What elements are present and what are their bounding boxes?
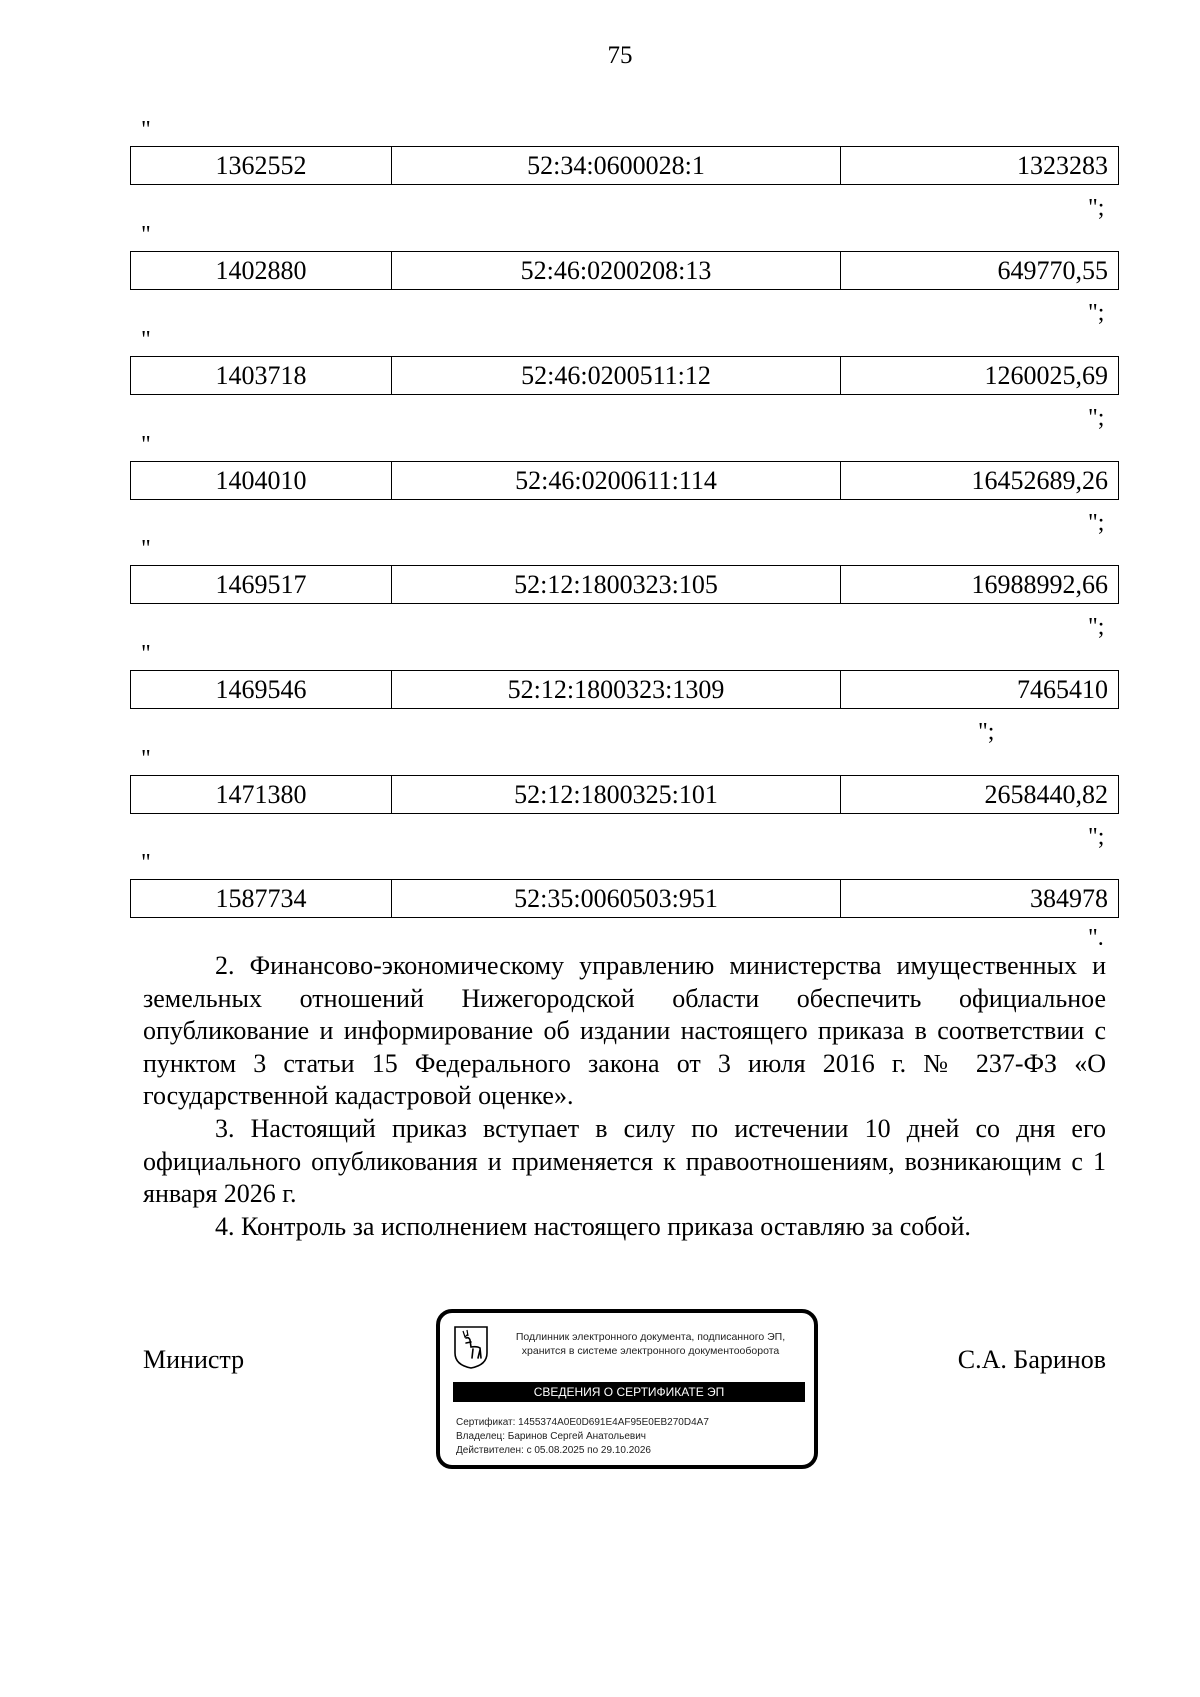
- stamp-header: СВЕДЕНИЯ О СЕРТИФИКАТЕ ЭП: [453, 1382, 805, 1402]
- cadastral-number-cell: 52:46:0200511:12: [392, 357, 841, 395]
- cadastral-number-cell: 52:12:1800325:101: [392, 776, 841, 814]
- object-id-cell: 1404010: [131, 462, 392, 500]
- cadastral-number-cell: 52:12:1800323:105: [392, 566, 841, 604]
- certificate-number: Сертификат: 1455374A0E0D691E4AF95E0EB270D4A7: [456, 1417, 709, 1428]
- object-id-cell: 1402880: [131, 252, 392, 290]
- opening-quote: ": [141, 641, 151, 667]
- cadastral-value-cell: 16452689,26: [841, 462, 1119, 500]
- stamp-note: [498, 1330, 803, 1358]
- paragraph-4: 4. Контроль за исполнением настоящего приказа оставляю за собой.: [215, 1212, 971, 1241]
- electronic-signature-stamp: [436, 1309, 818, 1469]
- cadastral-number-cell: 52:35:0060503:951: [392, 880, 841, 918]
- table-row: [130, 775, 1119, 814]
- cadastral-number-cell: 52:46:0200611:114: [392, 462, 841, 500]
- closing-quote: ";: [1088, 195, 1105, 221]
- cadastral-value-cell: 2658440,82: [841, 776, 1119, 814]
- opening-quote: ": [141, 222, 151, 248]
- closing-quote: ";: [978, 719, 995, 745]
- cadastral-number-cell: 52:12:1800323:1309: [392, 671, 841, 709]
- paragraph-3: 3. Настоящий приказ вступает в силу по истечении 10 дней со дня его официального опубликования и применяется к правоотношениям, возникающим с 1 января 2026 г.: [143, 1114, 1106, 1208]
- object-id-cell: 1362552: [131, 147, 392, 185]
- object-id-cell: 1403718: [131, 357, 392, 395]
- table-row: [130, 565, 1119, 604]
- opening-quote: ": [141, 536, 151, 562]
- paragraph-2: 2. Финансово-экономическому управлению министерства имущественных и земельных отношений Нижегородской области обеспечить официальное опубликование и информирование об издании настоящего приказа в соответствии с пунктом 3 статьи 15 Федерального закона от 3 июля 2016 г. № 237-ФЗ «О государственной кадастровой оценке».: [143, 951, 1106, 1110]
- table-row: [130, 356, 1119, 395]
- stamp-note-line: хранится в системе электронного документооборота: [521, 1345, 780, 1357]
- coat-of-arms-icon: [453, 1325, 489, 1369]
- table-row: [130, 879, 1119, 918]
- opening-quote: ": [141, 117, 151, 143]
- certificate-validity: Действителен: с 05.08.2025 по 29.10.2026: [456, 1445, 651, 1456]
- table-row: [130, 461, 1119, 500]
- opening-quote: ": [141, 746, 151, 772]
- opening-quote: ": [141, 327, 151, 353]
- opening-quote: ": [141, 850, 151, 876]
- table-row: [130, 251, 1119, 290]
- cadastral-value-cell: 1323283: [841, 147, 1119, 185]
- cadastral-value-cell: 649770,55: [841, 252, 1119, 290]
- cadastral-number-cell: 52:46:0200208:13: [392, 252, 841, 290]
- cadastral-number-cell: 52:34:0600028:1: [392, 147, 841, 185]
- object-id-cell: 1471380: [131, 776, 392, 814]
- opening-quote: ": [141, 432, 151, 458]
- page-number: 75: [607, 42, 633, 69]
- table-row: [130, 146, 1119, 185]
- signatory-position: Министр: [143, 1345, 245, 1374]
- object-id-cell: 1469546: [131, 671, 392, 709]
- closing-quote: ";: [1088, 300, 1105, 326]
- closing-quote: ";: [1088, 405, 1105, 431]
- object-id-cell: 1587734: [131, 880, 392, 918]
- cadastral-value-cell: 16988992,66: [841, 566, 1119, 604]
- closing-quote: ";: [1088, 824, 1105, 850]
- signatory-name: С.А. Баринов: [957, 1345, 1106, 1374]
- closing-quote: ";: [1088, 510, 1105, 536]
- certificate-owner: Владелец: Баринов Сергей Анатольевич: [456, 1431, 647, 1442]
- cadastral-value-cell: 384978: [841, 880, 1119, 918]
- cadastral-value-cell: 1260025,69: [841, 357, 1119, 395]
- stamp-note-line: Подлинник электронного документа, подписанного ЭП,: [515, 1331, 786, 1343]
- closing-quote: ".: [1088, 925, 1104, 951]
- closing-quote: ";: [1088, 614, 1105, 640]
- cadastral-value-cell: 7465410: [841, 671, 1119, 709]
- object-id-cell: 1469517: [131, 566, 392, 604]
- table-row: [130, 670, 1119, 709]
